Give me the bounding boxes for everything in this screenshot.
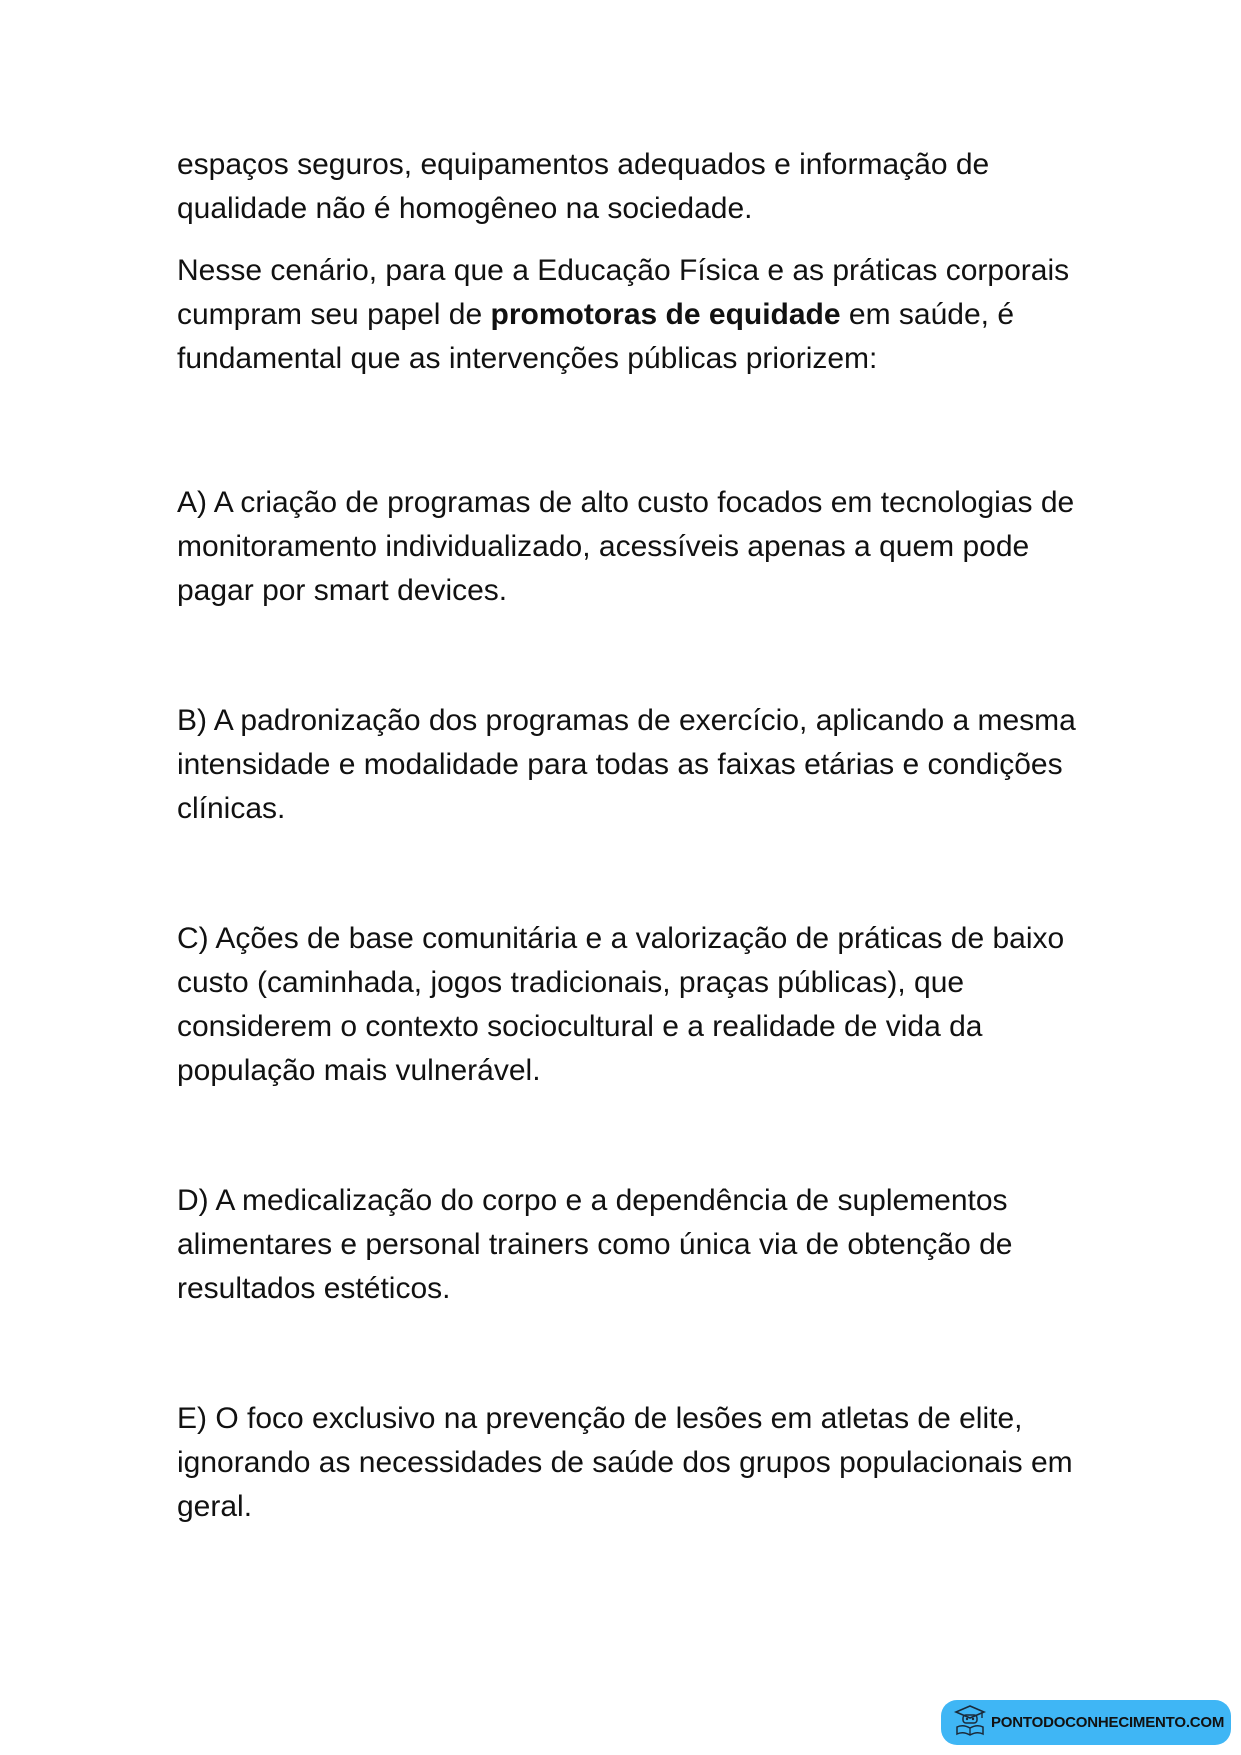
- option-b[interactable]: [177, 699, 1077, 831]
- brand-badge[interactable]: [941, 1700, 1231, 1745]
- option-text: A medicalização do corpo e a dependência de suplementos alimentares e personal trainers como única via de obtenção de resultados estéticos.: [177, 1184, 1013, 1305]
- option-text: Ações de base comunitária e a valorização de práticas de baixo custo (caminhada, jogos tradicionais, praças públicas), que considerem o contexto sociocultural e a realidade de vida da população mais vulnerável.: [177, 922, 1065, 1087]
- option-letter: C): [177, 922, 209, 955]
- option-e[interactable]: [177, 1397, 1077, 1529]
- document-body: [177, 143, 1077, 1529]
- option-letter: D): [177, 1184, 209, 1217]
- option-text: A padronização dos programas de exercício, aplicando a mesma intensidade e modalidade para todas as faixas etárias e condições clínicas.: [177, 704, 1076, 825]
- option-letter: B): [177, 704, 207, 737]
- option-text: O foco exclusivo na prevenção de lesões em atletas de elite, ignorando as necessidades de saúde dos grupos populacionais em geral.: [177, 1402, 1073, 1523]
- option-c[interactable]: [177, 917, 1077, 1093]
- option-letter: A): [177, 486, 207, 519]
- intro-paragraph: espaços seguros, equipamentos adequados e informação de qualidade não é homogêneo na sociedade.: [177, 148, 990, 225]
- brand-name: PONTODOCONHECIMENTO.COM: [991, 1714, 1225, 1731]
- question-text-start: Nesse cenário, para que a Educação Física e as práticas corporais cumpram seu papel de: [177, 254, 1070, 331]
- graduate-reading-book-icon: [953, 1703, 987, 1742]
- option-d[interactable]: [177, 1179, 1077, 1311]
- question-text-end: em saúde, é fundamental que as intervenções públicas priorizem:: [177, 298, 1015, 375]
- option-letter: E): [177, 1402, 207, 1435]
- option-text: A criação de programas de alto custo focados em tecnologias de monitoramento individualizado, acessíveis apenas a quem pode pagar por smart devices.: [177, 486, 1075, 607]
- question-paragraph: [177, 249, 1077, 381]
- option-a[interactable]: [177, 481, 1077, 613]
- question-emphasis: promotoras de equidade: [490, 298, 841, 331]
